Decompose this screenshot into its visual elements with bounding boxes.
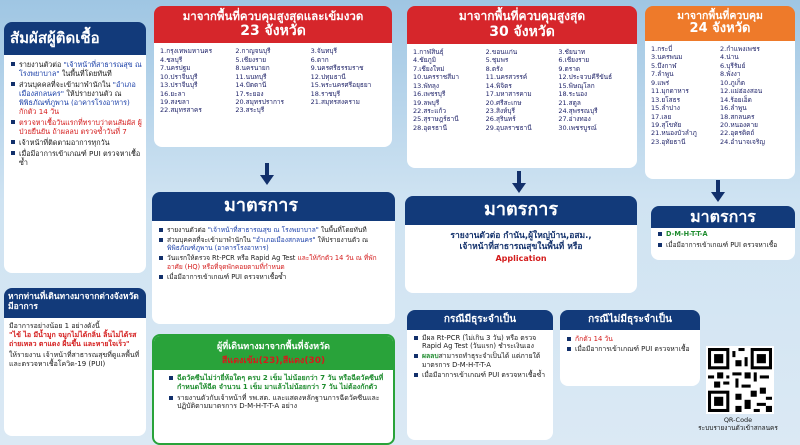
left-panel-list [10,60,142,167]
province-item: 23.สิงห์บุรี [485,106,516,115]
province-item: 16.ลำพูน [720,104,747,113]
province-item: 17.ระยอง [235,89,264,98]
list-item: วันแรกให้ตรวจ Rt-PCR หรือ Rapid Ag Test และให้กักตัว 14 วัน ณ ที่พักอาศัย (HQ) หรือที่จุดพักคอยตามที่กำหนด [167,254,390,270]
dmhtta-label: D-M-H-T-T-A [666,230,791,238]
province-item: 6.ตาก [310,55,329,64]
measures2-line2: เจ้าหน้าที่สาธารณสุขในพื้นที่ หรือ [459,242,583,253]
province-item: 27.อ่างทอง [558,115,591,124]
measures3-title: มาตรการ [651,206,795,228]
measures2-panel [405,196,637,294]
province-item: 15.ลำปาง [651,104,680,113]
province-item: 17.เลย [651,112,672,121]
list-item: เมื่อมีอาการเข้าเกณฑ์ PUI ตรวจหาเชื้อ [575,345,696,353]
list-item: กักตัว 14 วัน [575,335,696,343]
province-item: 3.นครพนม [651,53,683,62]
measures2-app: Application [495,253,547,263]
province-item: 24.อำนาจเจริญ [720,137,765,146]
list-item: ส่วนบุคคลที่จะเข้ามาพำนักใน "อำเภอเมืองสกลนคร" ให้ปรายงานตัว ณ พิพิธภัณฑ์ภูพาน (อาคารโรงอาหาร) กักตัว 14 วัน [19,80,142,116]
province-item: 5.ชุมพร [485,56,509,65]
province-item: 12.แม่ฮ่องสอน [720,87,763,96]
province-item: 7.เชียงใหม่ [413,64,445,73]
measures1-panel [152,192,395,325]
zone2-col1 [413,48,486,164]
vaccine-subtitle: สีแดงเข้ม(23),สีแดง(30) [221,356,326,366]
left-bottom-panel [4,288,146,440]
vaccine-panel [152,334,395,445]
arrow-down-icon [711,192,725,202]
province-item: 21.หนองบัวลำภู [651,129,697,138]
province-item: 18.ราชบุรี [310,89,341,98]
left-bottom-title: หากท่านที่เดินทางมาจากต่างจังหวัดมีอาการ [4,288,146,318]
zone1-col1 [160,47,235,143]
zone1-title: มาจากพื้นที่ควบคุมสูงสุดและเข้มงวด [182,9,364,23]
province-item: 17.มหาสารคาม [485,90,532,99]
zone2-col2 [486,48,559,164]
province-item: 1.กาฬสินธุ์ [413,47,444,56]
arrow-down-icon [512,183,526,193]
zone3-panel [645,6,795,182]
province-item: 18.ระนอง [558,90,588,99]
list-item: รายงานตัวต่อ "เจ้าหน้าที่สาธารณสุข ณ โรงพยาบาล" ในพื้นที่โดยทันที [19,60,142,79]
zone1-col3 [311,47,386,143]
province-item: 22.อุตรดิตถ์ [720,129,755,138]
province-item: 19.ลพบุรี [413,98,440,107]
zone2-title: มาจากพื้นที่ควบคุมสูงสุด [458,9,586,23]
province-item: 4.น่าน [720,53,739,62]
list-item: ฉีดวัคซีนไม่ว่ายี่ห้อใดๆ ครบ 2 เข็ม ไม่น้อยกว่า 7 วัน หรือฉีดวัคซีนที่กำหนดให้ฉีด จำนวน 1 เข็ม มาแล้วไม่น้อยกว่า 7 วัน ไม่ต้องกักตัว [177,374,388,392]
province-item: 28.อุดรธานี [413,123,448,132]
province-item: 14.ปัตตานี [235,81,267,90]
province-item: 12.ประจวบคีรีขันธ์ [558,73,613,82]
province-item: 14.ร้อยเอ็ด [720,95,752,104]
province-item: 22.สมุทรสาคร [160,106,202,115]
province-item: 21.สตูล [558,98,581,107]
province-item: 12.ปทุมธานี [310,72,346,81]
zone2-count: 30 จังหวัด [489,23,555,40]
province-item: 3.จันทบุรี [310,47,338,56]
province-item: 11.นนทบุรี [235,72,267,81]
case-need-title: กรณีมีธุระจำเป็น [407,310,553,330]
province-item: 5.เชียงราย [235,55,267,64]
province-item: 4.ชลบุรี [160,55,183,64]
case-no-need-panel [560,310,700,388]
qr-label-subtitle: ระบบรายงานตัวเข้าสกลนคร [698,424,778,433]
qr-label-title: QR-Code [723,416,753,424]
province-item: 5.บึงกาฬ [651,61,677,70]
province-item: 22.สระแก้ว [413,106,447,115]
list-item: เจ้าหน้าที่ติดตามอาการทุกวัน [19,138,142,147]
list-item: ตรวจหาเชื้อวันแรกที่ทราบว่าตนสัมผัส ผู้ป่วยยืนยัน ถ้าผลลบ ตรวจซ้ำวันที่ 7 [19,118,142,137]
province-item: 20.ศรีสะเกษ [485,98,522,107]
list-item: ส่วนบุคคลที่จะเข้ามาพำนักใน "อำเภอเมืองสกลนคร" ให้ปรายงานตัว ณ พิพิธภัณฑ์ภูพาน (อาคารโรงอาหาร) [167,236,390,252]
list-item: เมื่อมีอาการเข้าเกณฑ์ PUI ตรวจหาเชื้อซ้ำ [422,371,549,379]
province-item: 7.นครปฐม [160,64,191,73]
province-item: 23.อุทัยธานี [651,137,686,146]
zone3-title: มาจากพื้นที่ควบคุม [677,10,763,22]
zone1-count: 23 จังหวัด [240,23,306,40]
province-item: 18.สกลนคร [720,112,755,121]
zone3-col1 [651,45,720,175]
province-item: 21.สมุทรสงคราม [310,97,360,106]
list-item: รายงานตัวต่อ "เจ้าหน้าที่สาธารณสุข ณ โรงพยาบาล" ในพื้นที่โดยทันที [167,226,390,234]
list-item: เมื่อมีอาการเข้าเกณฑ์ PUI ตรวจหาเชื้อซ้ำ [167,273,390,281]
province-item: 3.ชัยนาท [558,47,586,56]
province-item: 1.กระบี่ [651,45,673,53]
province-item: 9.นครศรีธรรมราช [310,64,364,73]
province-item: 15.พิษณุโลก [558,81,595,90]
province-item: 20.หนองคาย [720,120,758,129]
vaccine-title: ผู้ที่เดินทางมาจากพื้นที่จังหวัด [217,342,330,352]
province-item: 16.ยะลา [160,89,186,98]
province-item: 9.แพร่ [651,78,670,87]
province-item: 2.ขอนแก่น [485,47,518,56]
measures2-title: มาตรการ [405,196,637,225]
arrow-down-icon [260,175,274,185]
province-item: 8.นครนายก [235,64,270,73]
province-item: 19.สุโขทัย [651,120,682,129]
left-bottom-symptoms: "ไข้ ไอ มีน้ำมูก จมูกไม่ได้กลิ่น ลิ้นไม่ได้รส ถ่ายเหลว ตาแดง ผื่นขึ้น และหายใจเร็ว" [9,330,137,348]
province-item: 10.นครราชสีมา [413,73,460,82]
list-item: ผลลบสามารถทำธุระจำเป็นได้ แต่ภายใต้มาตรการ D-M-H-T-T-A [422,352,549,369]
province-item: 2.กำแพงเพชร [720,45,760,53]
province-item: 8.ตรัง [485,64,503,73]
measures1-title: มาตรการ [152,192,395,221]
province-item: 25.สุราษฎร์ธานี [413,115,459,124]
province-item: 11.นครสวรรค์ [485,73,528,82]
province-item: 26.สุรินทร์ [485,115,516,124]
left-bottom-line2: ให้รายงาน เจ้าหน้าที่สาธารณสุขที่ดูแลพื้นที่ และตรวจหาเชื้อโควิด-19 (PUI) [9,350,140,368]
province-item: 13.ยโสธร [651,95,681,104]
province-item: 16.เพชรบุรี [413,90,446,99]
province-item: 10.ปราจีนบุรี [160,72,198,81]
province-item: 7.ลำพูน [651,70,674,79]
qr-code-icon [708,348,772,412]
zone1-col2 [235,47,310,143]
zone2-col3 [558,48,631,164]
left-panel [4,22,146,278]
left-bottom-line1: มีอาการอย่างน้อย 1 อย่างดังนี้ [9,321,100,330]
province-item: 6.เชียงราย [558,56,590,65]
province-item: 15.พระนครศรีอยุธยา [310,81,372,90]
province-item: 1.กรุงเทพมหานคร [160,47,213,56]
list-item: เมื่อมีอาการเข้าเกณฑ์ PUI ตรวจหาเชื้อซ้ำ [19,149,141,168]
province-item: 2.กาญจนบุรี [235,47,271,56]
province-item: 11.มุกดาหาร [651,87,689,96]
province-item: 19.สงขลา [160,97,190,106]
list-item: มีผล Rt-PCR (ไม่เกิน 3 วัน) หรือ ตรวจ Rapid Ag Test (วันแรก) ชำระเงินเอง [422,334,549,351]
province-item: 9.ตราด [558,64,581,73]
province-item: 24.สุพรรณบุรี [558,106,598,115]
zone3-count: 24 จังหวัด [689,21,751,37]
province-item: 13.ปราจีนบุรี [160,81,198,90]
list-item: รายงานตัวกับเจ้าหน้าที่ รพ.สต. และแสดงหลักฐานการฉีดวัคซีนและปฏิบัติตามมาตรการ D-M-H-T-T-A อย่าง [177,394,388,412]
qr-label [680,416,796,433]
province-item: 13.พัทลุง [413,81,440,90]
province-item: 6.บุรีรัมย์ [720,61,746,70]
zone2-panel [407,6,637,170]
case-no-need-title: กรณีไม่มีธุระจำเป็น [560,310,700,330]
list-item: เมื่อมีอาการเข้าเกณฑ์ PUI ตรวจหาเชื้อ [666,241,791,249]
qr-code[interactable] [706,346,774,414]
province-item: 10.ภูเก็ต [720,78,746,87]
left-panel-title: สัมผัสผู้ติดเชื้อ [4,22,146,55]
zone1-panel [154,6,392,158]
zone3-col2 [720,45,789,175]
province-item: 14.พิจิตร [485,81,512,90]
case-need-panel [407,310,553,442]
province-item: 30.เพชรบูรณ์ [558,123,597,132]
measures3-panel [651,206,795,262]
province-item: 20.สมุทรปราการ [235,97,285,106]
measures2-line1: รายงานตัวต่อ กำนัน,ผู้ใหญ่บ้าน,อสม., [450,230,592,241]
province-item: 8.พังงา [720,70,741,79]
province-item: 29.อุบลราชธานี [485,123,532,132]
province-item: 4.ชัยภูมิ [413,56,436,65]
province-item: 23.สระบุรี [235,106,265,115]
